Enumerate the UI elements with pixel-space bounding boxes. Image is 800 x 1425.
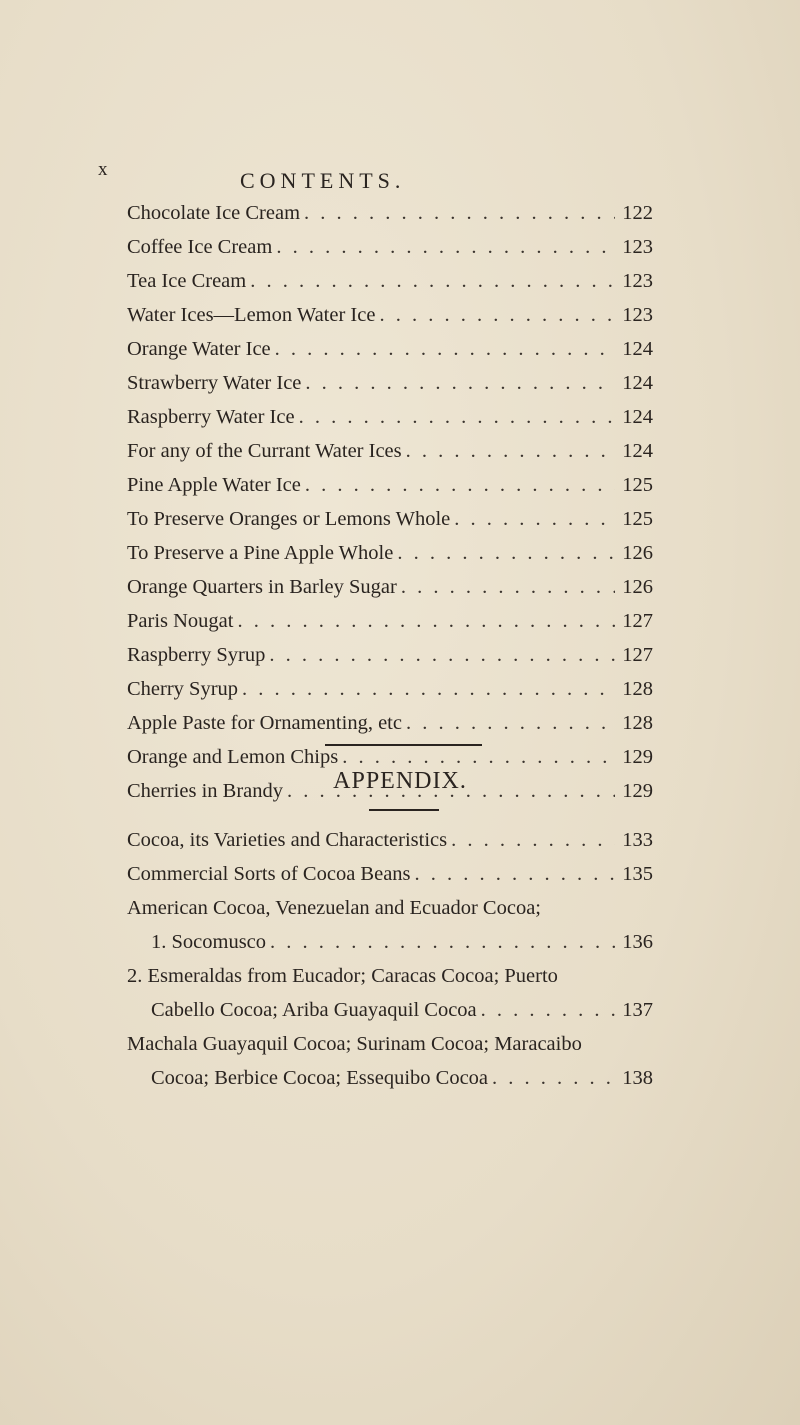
entry-page: 123 bbox=[622, 236, 653, 258]
heading-underline bbox=[369, 809, 439, 811]
dot-leader bbox=[379, 298, 615, 332]
dot-leader bbox=[270, 925, 615, 959]
entry-title: Raspberry Syrup bbox=[127, 644, 266, 666]
toc-entry bbox=[127, 366, 653, 400]
entry-title: Orange Quarters in Barley Sugar bbox=[127, 576, 397, 598]
entry-page: 126 bbox=[622, 576, 653, 598]
running-head: CONTENTS. bbox=[240, 168, 406, 193]
entry-title: Orange and Lemon Chips bbox=[127, 746, 339, 768]
toc-entry bbox=[127, 264, 653, 298]
entry-page: 124 bbox=[622, 338, 653, 360]
entry-page: 127 bbox=[622, 610, 653, 632]
toc-entry bbox=[127, 672, 653, 706]
entry-title: For any of the Currant Water Ices bbox=[127, 440, 402, 462]
dot-leader bbox=[275, 332, 615, 366]
dot-leader bbox=[242, 672, 615, 706]
entry-page: 122 bbox=[622, 202, 653, 224]
entry-title: Cocoa, its Varieties and Characteristics bbox=[127, 829, 448, 851]
entry-page: 124 bbox=[622, 440, 653, 462]
entry-page: 129 bbox=[622, 780, 653, 802]
dot-leader bbox=[276, 230, 615, 264]
toc-entry bbox=[127, 332, 653, 366]
toc-entry bbox=[127, 1061, 653, 1095]
dot-leader bbox=[406, 706, 615, 740]
entry-title: To Preserve Oranges or Lemons Whole bbox=[127, 508, 451, 530]
entry-page: 135 bbox=[622, 863, 653, 885]
toc-entry bbox=[127, 925, 653, 959]
entry-title: Strawberry Water Ice bbox=[127, 372, 302, 394]
entry-page: 126 bbox=[622, 542, 653, 564]
entry-title: Coffee Ice Cream bbox=[127, 236, 273, 258]
entry-title: Tea Ice Cream bbox=[127, 270, 247, 292]
entry-first-line: Machala Guayaquil Cocoa; Surinam Cocoa; Maracaibo bbox=[127, 1033, 582, 1055]
entry-title: To Preserve a Pine Apple Whole bbox=[127, 542, 394, 564]
entry-page: 128 bbox=[622, 712, 653, 734]
entry-page: 125 bbox=[622, 508, 653, 530]
appendix-heading: APPENDIX. bbox=[333, 768, 467, 794]
toc-entry bbox=[127, 434, 653, 468]
entry-title: Commercial Sorts of Cocoa Beans bbox=[127, 863, 411, 885]
entry-title: Raspberry Water Ice bbox=[127, 406, 295, 428]
entry-page: 133 bbox=[622, 829, 653, 851]
toc-entry bbox=[127, 230, 653, 264]
toc-entry bbox=[127, 638, 653, 672]
toc-entry bbox=[127, 604, 653, 638]
entry-page: 123 bbox=[622, 270, 653, 292]
entry-title: Apple Paste for Ornamenting, etc bbox=[127, 712, 402, 734]
dot-leader bbox=[299, 400, 615, 434]
section-divider bbox=[325, 744, 482, 746]
toc-entry bbox=[127, 196, 653, 230]
entry-title: Paris Nougat bbox=[127, 610, 234, 632]
toc-entry bbox=[127, 993, 653, 1027]
dot-leader bbox=[397, 536, 615, 570]
entry-page: 124 bbox=[622, 372, 653, 394]
entry-title: Chocolate Ice Cream bbox=[127, 202, 301, 224]
toc-entry bbox=[127, 536, 653, 570]
toc-entry bbox=[127, 857, 653, 891]
toc-entry bbox=[127, 468, 653, 502]
dot-leader bbox=[481, 993, 615, 1027]
dot-leader bbox=[305, 468, 615, 502]
dot-leader bbox=[415, 857, 615, 891]
toc-entry bbox=[127, 706, 653, 740]
entry-title: Cocoa; Berbice Cocoa; Essequibo Cocoa bbox=[151, 1067, 489, 1089]
appendix-list bbox=[127, 823, 653, 1095]
dot-leader bbox=[250, 264, 615, 298]
entry-page: 128 bbox=[622, 678, 653, 700]
toc-entry bbox=[127, 570, 653, 604]
entry-title: Pine Apple Water Ice bbox=[127, 474, 301, 496]
toc-entry bbox=[127, 400, 653, 434]
entry-title: Cherries in Brandy bbox=[127, 780, 283, 802]
entry-title: Orange Water Ice bbox=[127, 338, 271, 360]
toc-entry bbox=[127, 298, 653, 332]
entry-first-line: American Cocoa, Venezuelan and Ecuador Cocoa; bbox=[127, 897, 542, 919]
entry-first-line: 2. Esmeraldas from Eucador; Caracas Cocoa; Puerto bbox=[127, 965, 558, 987]
dot-leader bbox=[269, 638, 615, 672]
entry-title: Water Ices—Lemon Water Ice bbox=[127, 304, 376, 326]
entry-page: 138 bbox=[622, 1067, 653, 1089]
contents-list bbox=[127, 196, 653, 808]
entry-page: 136 bbox=[622, 931, 653, 953]
entry-page: 123 bbox=[622, 304, 653, 326]
entry-page: 137 bbox=[622, 999, 653, 1021]
toc-entry bbox=[127, 823, 653, 857]
entry-page: 125 bbox=[622, 474, 653, 496]
toc-entry bbox=[127, 502, 653, 536]
page-marker: x bbox=[98, 159, 108, 180]
dot-leader bbox=[451, 823, 615, 857]
entry-title: 1. Socomusco bbox=[151, 931, 267, 953]
dot-leader bbox=[406, 434, 615, 468]
dot-leader bbox=[454, 502, 615, 536]
entry-title: Cherry Syrup bbox=[127, 678, 239, 700]
dot-leader bbox=[304, 196, 615, 230]
entry-page: 124 bbox=[622, 406, 653, 428]
dot-leader bbox=[305, 366, 615, 400]
entry-page: 129 bbox=[622, 746, 653, 768]
dot-leader bbox=[401, 570, 615, 604]
entry-page: 127 bbox=[622, 644, 653, 666]
entry-title: Cabello Cocoa; Ariba Guayaquil Cocoa bbox=[151, 999, 477, 1021]
dot-leader bbox=[237, 604, 615, 638]
dot-leader bbox=[492, 1061, 615, 1095]
